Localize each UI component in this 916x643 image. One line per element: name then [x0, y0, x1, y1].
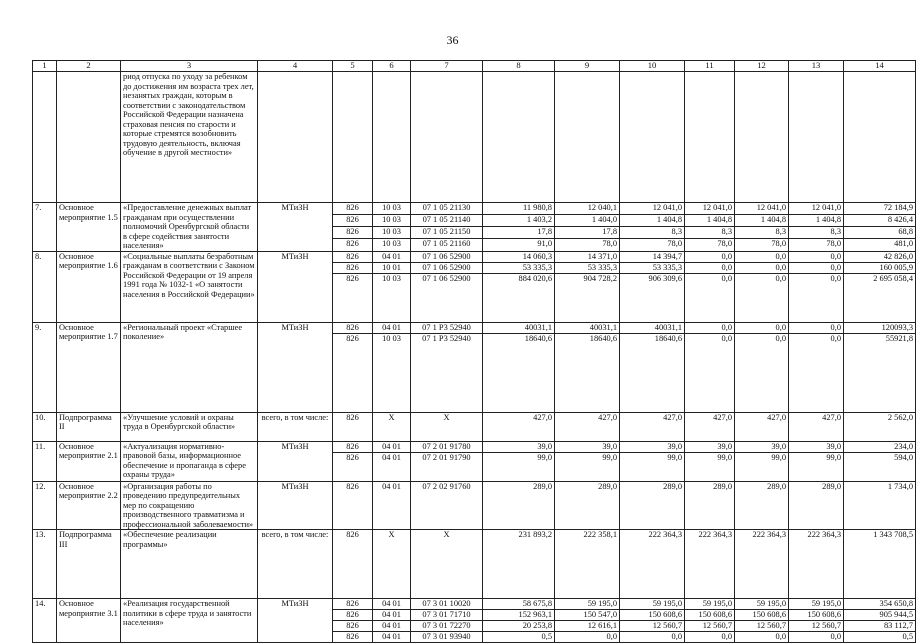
amount-cell: 1 404,8	[685, 215, 735, 227]
amount-cell: 12 560,7	[789, 621, 844, 632]
amount-cell: 222 364,3	[620, 530, 685, 599]
amount-cell: 12 560,7	[735, 621, 789, 632]
event-description: «Реализация государственной политики в сфере труда и занятости населения»	[121, 599, 258, 643]
grbs-code	[333, 72, 373, 203]
event-name: Основное мероприятие 2.2	[57, 481, 121, 530]
amount-cell: 289,0	[555, 481, 620, 530]
target-code: 07 1 06 52900	[411, 251, 483, 262]
event-name	[57, 72, 121, 203]
amount-cell: 0,0	[685, 262, 735, 273]
grbs-code: 826	[333, 632, 373, 643]
grbs-code: 826	[333, 273, 373, 322]
amount-cell: 0,0	[685, 273, 735, 322]
target-code: 07 2 01 91790	[411, 452, 483, 481]
section-code: 04 01	[373, 610, 411, 621]
target-code: Х	[411, 530, 483, 599]
section-code: 04 01	[373, 452, 411, 481]
amount-cell: 12 040,1	[555, 203, 620, 215]
amount-cell: 78,0	[735, 239, 789, 251]
amount-cell	[555, 72, 620, 203]
grbs-code: 826	[333, 227, 373, 239]
executor: МТиЗН	[258, 251, 333, 322]
column-header: 12	[735, 61, 789, 72]
amount-cell: 78,0	[685, 239, 735, 251]
amount-cell: 53 335,3	[483, 262, 555, 273]
amount-cell: 18640,6	[620, 333, 685, 412]
table-row	[33, 481, 916, 530]
executor: МТиЗН	[258, 599, 333, 643]
page-number: 36	[446, 33, 459, 47]
amount-cell: 150 608,6	[789, 610, 844, 621]
amount-cell: 99,0	[555, 452, 620, 481]
grbs-code: 826	[333, 530, 373, 599]
column-header: 3	[121, 61, 258, 72]
amount-cell: 99,0	[620, 452, 685, 481]
amount-cell: 427,0	[735, 412, 789, 441]
amount-cell: 884 020,6	[483, 273, 555, 322]
amount-cell: 20 253,8	[483, 621, 555, 632]
executor: всего, в том числе:	[258, 412, 333, 441]
grbs-code: 826	[333, 322, 373, 333]
section-code: 04 01	[373, 441, 411, 452]
amount-cell: 0,0	[735, 262, 789, 273]
budget-table	[32, 60, 916, 643]
amount-cell: 0,0	[735, 273, 789, 322]
amount-cell: 222 364,3	[735, 530, 789, 599]
amount-cell: 152 963,1	[483, 610, 555, 621]
event-description: «Организация работы по проведению предупредительных мер по сокращению производственного травматизма и профессиональной заболеваемости»	[121, 481, 258, 530]
amount-cell: 99,0	[789, 452, 844, 481]
row-number: 14.	[33, 599, 57, 643]
amount-cell: 40031,1	[620, 322, 685, 333]
target-code: 07 3 01 71710	[411, 610, 483, 621]
amount-cell: 1 404,8	[620, 215, 685, 227]
row-number: 8.	[33, 251, 57, 322]
grbs-code: 826	[333, 452, 373, 481]
column-header: 7	[411, 61, 483, 72]
total-cell: 42 826,0	[844, 251, 916, 262]
amount-cell: 150 547,0	[555, 610, 620, 621]
column-header: 9	[555, 61, 620, 72]
amount-cell: 39,0	[735, 441, 789, 452]
row-number: 13.	[33, 530, 57, 599]
amount-cell: 59 195,0	[555, 599, 620, 610]
amount-cell: 1 404,0	[555, 215, 620, 227]
event-description: «Предоставление денежных выплат гражданам при осуществлении полномочий Оренбургской области в сфере содействия занятости населения»	[121, 203, 258, 252]
target-code: 07 1 05 21140	[411, 215, 483, 227]
amount-cell: 59 195,0	[685, 599, 735, 610]
row-number	[33, 72, 57, 203]
amount-cell: 39,0	[620, 441, 685, 452]
section-code: 04 01	[373, 481, 411, 530]
total-cell: 68,8	[844, 227, 916, 239]
grbs-code: 826	[333, 203, 373, 215]
amount-cell: 78,0	[555, 239, 620, 251]
amount-cell: 12 041,0	[789, 203, 844, 215]
total-cell: 481,0	[844, 239, 916, 251]
amount-cell: 0,0	[735, 333, 789, 412]
amount-cell: 39,0	[555, 441, 620, 452]
row-number: 7.	[33, 203, 57, 252]
event-description: риод отпуска по уходу за ребенком до достижения им возраста трех лет, незанятых граждан, которым в соответствии с законодательством Российской Федерации назначена страховая пенсия по старости и которые стремятся возобновить трудовую деятельность, включая обучение в другой местности»	[121, 72, 258, 203]
column-header: 10	[620, 61, 685, 72]
event-description: «Актуализация нормативно-правовой базы, информационное обеспечение и пропаганда в сфере охраны труда»	[121, 441, 258, 481]
amount-cell: 12 560,7	[620, 621, 685, 632]
amount-cell: 14 371,0	[555, 251, 620, 262]
amount-cell: 1 404,8	[735, 215, 789, 227]
amount-cell: 18640,6	[483, 333, 555, 412]
section-code: 04 01	[373, 599, 411, 610]
section-code: 10 03	[373, 215, 411, 227]
target-code: 07 1 05 21130	[411, 203, 483, 215]
amount-cell: 906 309,6	[620, 273, 685, 322]
total-cell: 83 112,7	[844, 621, 916, 632]
amount-cell: 427,0	[555, 412, 620, 441]
executor: МТиЗН	[258, 441, 333, 481]
amount-cell: 12 616,1	[555, 621, 620, 632]
target-code	[411, 72, 483, 203]
section-code	[373, 72, 411, 203]
column-header: 2	[57, 61, 121, 72]
table-row	[33, 251, 916, 262]
grbs-code: 826	[333, 262, 373, 273]
amount-cell	[789, 72, 844, 203]
grbs-code: 826	[333, 441, 373, 452]
section-code: 10 03	[373, 227, 411, 239]
event-name: Подпрограмма II	[57, 412, 121, 441]
amount-cell: 99,0	[735, 452, 789, 481]
section-code: 10 01	[373, 262, 411, 273]
amount-cell: 12 560,7	[685, 621, 735, 632]
event-description: «Региональный проект «Старшее поколение»	[121, 322, 258, 412]
amount-cell: 17,8	[483, 227, 555, 239]
amount-cell: 12 041,0	[620, 203, 685, 215]
grbs-code: 826	[333, 621, 373, 632]
section-code: 04 01	[373, 621, 411, 632]
executor	[258, 72, 333, 203]
amount-cell: 78,0	[789, 239, 844, 251]
amount-cell: 18640,6	[555, 333, 620, 412]
column-header: 8	[483, 61, 555, 72]
event-description: «Улучшение условий и охраны труда в Оренбургской области»	[121, 412, 258, 441]
amount-cell: 289,0	[735, 481, 789, 530]
executor: МТиЗН	[258, 203, 333, 252]
amount-cell: 0,0	[685, 251, 735, 262]
column-header: 14	[844, 61, 916, 72]
continuation-row	[33, 72, 916, 203]
amount-cell: 11 980,8	[483, 203, 555, 215]
table-row	[33, 441, 916, 452]
target-code: 07 3 01 10020	[411, 599, 483, 610]
row-number: 12.	[33, 481, 57, 530]
amount-cell: 59 195,0	[735, 599, 789, 610]
amount-cell: 427,0	[483, 412, 555, 441]
event-name: Основное мероприятие 2.1	[57, 441, 121, 481]
row-number: 9.	[33, 322, 57, 412]
column-header: 11	[685, 61, 735, 72]
amount-cell: 39,0	[789, 441, 844, 452]
amount-cell: 0,0	[789, 251, 844, 262]
amount-cell: 99,0	[483, 452, 555, 481]
amount-cell	[483, 72, 555, 203]
section-code: Х	[373, 412, 411, 441]
grbs-code: 826	[333, 412, 373, 441]
amount-cell: 0,0	[789, 632, 844, 643]
target-code: 07 1 05 21150	[411, 227, 483, 239]
amount-cell: 8,3	[735, 227, 789, 239]
row-number: 11.	[33, 441, 57, 481]
amount-cell: 1 403,2	[483, 215, 555, 227]
total-cell: 2 562,0	[844, 412, 916, 441]
section-code: 10 03	[373, 203, 411, 215]
grbs-code: 826	[333, 599, 373, 610]
amount-cell: 17,8	[555, 227, 620, 239]
executor: МТиЗН	[258, 322, 333, 412]
amount-cell: 0,0	[789, 273, 844, 322]
amount-cell: 0,0	[789, 333, 844, 412]
row-number: 10.	[33, 412, 57, 441]
amount-cell: 39,0	[483, 441, 555, 452]
total-cell: 354 650,8	[844, 599, 916, 610]
event-name: Подпрограмма III	[57, 530, 121, 599]
amount-cell	[685, 72, 735, 203]
amount-cell	[844, 72, 916, 203]
section-code: 04 01	[373, 632, 411, 643]
section-code: Х	[373, 530, 411, 599]
amount-cell: 289,0	[483, 481, 555, 530]
amount-cell: 12 041,0	[735, 203, 789, 215]
amount-cell: 8,3	[685, 227, 735, 239]
section-code: 10 03	[373, 273, 411, 322]
total-cell: 72 184,9	[844, 203, 916, 215]
column-header-row	[33, 61, 916, 72]
grbs-code: 826	[333, 251, 373, 262]
target-code: 07 3 01 72270	[411, 621, 483, 632]
amount-cell	[620, 72, 685, 203]
total-cell: 1 734,0	[844, 481, 916, 530]
amount-cell: 0,0	[735, 251, 789, 262]
amount-cell: 78,0	[620, 239, 685, 251]
section-code: 10 03	[373, 239, 411, 251]
event-description: «Обеспечение реализации программы»	[121, 530, 258, 599]
grbs-code: 826	[333, 481, 373, 530]
column-header: 4	[258, 61, 333, 72]
amount-cell: 222 358,1	[555, 530, 620, 599]
amount-cell: 91,0	[483, 239, 555, 251]
amount-cell: 427,0	[685, 412, 735, 441]
section-code: 04 01	[373, 322, 411, 333]
amount-cell: 427,0	[789, 412, 844, 441]
executor: всего, в том числе:	[258, 530, 333, 599]
amount-cell: 904 728,2	[555, 273, 620, 322]
amount-cell: 0,0	[789, 322, 844, 333]
total-cell: 234,0	[844, 441, 916, 452]
total-cell: 0,5	[844, 632, 916, 643]
total-cell: 2 695 058,4	[844, 273, 916, 322]
event-description: «Социальные выплаты безработным гражданам в соответствии с Законом Российской Федерации от 19 апреля 1991 года № 1032-1 «О занятости населения в Российской Федерации»	[121, 251, 258, 322]
total-cell: 905 944,5	[844, 610, 916, 621]
amount-cell: 59 195,0	[620, 599, 685, 610]
target-code: 07 3 01 93940	[411, 632, 483, 643]
amount-cell	[735, 72, 789, 203]
amount-cell: 0,0	[555, 632, 620, 643]
amount-cell: 58 675,8	[483, 599, 555, 610]
amount-cell: 53 335,3	[620, 262, 685, 273]
amount-cell: 1 404,8	[789, 215, 844, 227]
table-row	[33, 599, 916, 610]
total-cell: 120093,3	[844, 322, 916, 333]
executor: МТиЗН	[258, 481, 333, 530]
amount-cell: 0,5	[483, 632, 555, 643]
target-code: 07 2 01 91780	[411, 441, 483, 452]
target-code: 07 1 P3 52940	[411, 333, 483, 412]
section-code: 10 03	[373, 333, 411, 412]
total-cell: 1 343 708,5	[844, 530, 916, 599]
amount-cell: 40031,1	[555, 322, 620, 333]
amount-cell: 14 394,7	[620, 251, 685, 262]
event-name: Основное мероприятие 3.1	[57, 599, 121, 643]
amount-cell: 150 608,6	[620, 610, 685, 621]
section-code: 04 01	[373, 251, 411, 262]
table-row	[33, 203, 916, 215]
amount-cell: 0,0	[735, 632, 789, 643]
total-cell: 8 426,4	[844, 215, 916, 227]
target-code: 07 1 06 52900	[411, 273, 483, 322]
amount-cell: 222 364,3	[789, 530, 844, 599]
grbs-code: 826	[333, 333, 373, 412]
amount-cell: 427,0	[620, 412, 685, 441]
event-name: Основное мероприятие 1.7	[57, 322, 121, 412]
table-row	[33, 412, 916, 441]
amount-cell: 39,0	[685, 441, 735, 452]
event-name: Основное мероприятие 1.6	[57, 251, 121, 322]
target-code: 07 2 02 91760	[411, 481, 483, 530]
grbs-code: 826	[333, 215, 373, 227]
amount-cell: 40031,1	[483, 322, 555, 333]
amount-cell: 222 364,3	[685, 530, 735, 599]
amount-cell: 289,0	[789, 481, 844, 530]
amount-cell: 59 195,0	[789, 599, 844, 610]
target-code: Х	[411, 412, 483, 441]
amount-cell: 150 608,6	[735, 610, 789, 621]
amount-cell: 0,0	[735, 322, 789, 333]
amount-cell: 0,0	[620, 632, 685, 643]
column-header: 5	[333, 61, 373, 72]
total-cell: 594,0	[844, 452, 916, 481]
amount-cell: 99,0	[685, 452, 735, 481]
amount-cell: 0,0	[789, 262, 844, 273]
amount-cell: 0,0	[685, 632, 735, 643]
amount-cell: 14 060,3	[483, 251, 555, 262]
amount-cell: 0,0	[685, 322, 735, 333]
target-code: 07 1 06 52900	[411, 262, 483, 273]
amount-cell: 12 041,0	[685, 203, 735, 215]
column-header: 13	[789, 61, 844, 72]
target-code: 07 1 05 21160	[411, 239, 483, 251]
table-row	[33, 322, 916, 333]
amount-cell: 8,3	[789, 227, 844, 239]
table-row	[33, 530, 916, 599]
total-cell: 55921,8	[844, 333, 916, 412]
column-header: 6	[373, 61, 411, 72]
grbs-code: 826	[333, 610, 373, 621]
total-cell: 160 005,9	[844, 262, 916, 273]
event-name: Основное мероприятие 1.5	[57, 203, 121, 252]
amount-cell: 231 893,2	[483, 530, 555, 599]
column-header: 1	[33, 61, 57, 72]
grbs-code: 826	[333, 239, 373, 251]
amount-cell: 150 608,6	[685, 610, 735, 621]
amount-cell: 8,3	[620, 227, 685, 239]
amount-cell: 0,0	[685, 333, 735, 412]
amount-cell: 289,0	[685, 481, 735, 530]
target-code: 07 1 P3 52940	[411, 322, 483, 333]
amount-cell: 53 335,3	[555, 262, 620, 273]
amount-cell: 289,0	[620, 481, 685, 530]
